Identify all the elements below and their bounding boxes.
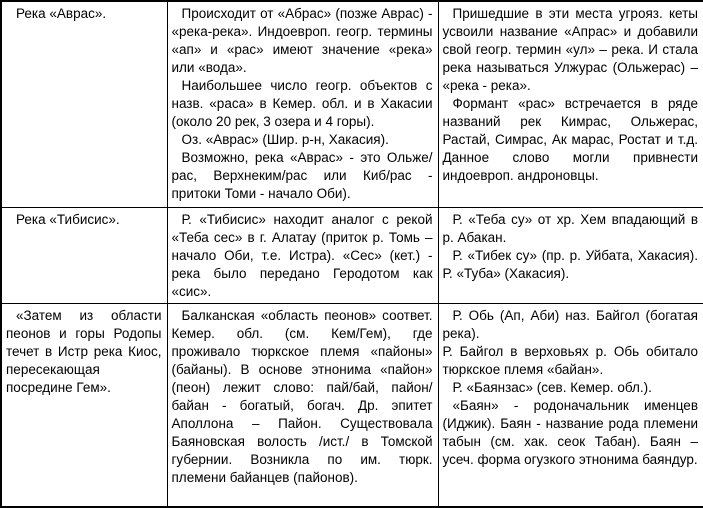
paragraph: Пришедшие в эти места угрояз. кеты усвоили название «Апрас» и добавили свой геогр. термин «ул» – река. И стала река называться Улжурас (Ольжерас) – «река - река».: [442, 6, 698, 93]
paragraph: Р. «Теба су» от хр. Хем впадающий в р. Абакан.: [442, 211, 698, 245]
table-cell-r0-c1: [167, 1, 438, 207]
paragraph: Р. «Тибек су» (пр. р. Уйбата, Хакасия). Р. «Туба» (Хакасия).: [442, 247, 698, 281]
paragraph: Р. Обь (Ап, Аби) наз. Байгол (богатая река).: [442, 307, 698, 341]
table-cell-r2-c1: [167, 303, 438, 507]
table-cell-r2-c0: [1, 303, 167, 507]
paragraph: «Баян» - родоначальник именцев (Иджик). Баян - название рода племени табын (см. хак. сеок Табан). Баян – усеч. форма огузкого этнонима баяндур.: [442, 397, 698, 467]
paragraph: Балканская «область пеонов» соответ. Кемер. обл. (см. Кем/Гем), где проживало тюркское племя «пайоны» (байаны). В основе этнонима «пайон» (пеон) лежит слово: пай/бай, пайон/байан - богатый, богач. Др. эпитет Аполлона – Пайон. Существовала Баяновская волость /ист./ в Томской губернии. Возникла по им. тюрк. племени байанцев (пайонов).: [171, 307, 433, 485]
paragraph: Формант «рас» встречается в ряде названий рек Кимрас, Ольжерас, Растай, Симрас, Ак марас, Ростат и т.д. Данное слово могли привнести индоевроп. андроновцы.: [442, 96, 698, 183]
paragraph: Оз. «Аврас» (Шир. р-н, Хакасия).: [181, 132, 389, 147]
paragraph: «Затем из области пеонов и горы Родопы течет в Истр река Киос, пересекающая посредине Гем».: [6, 307, 162, 395]
paragraph: Река «Тибисис».: [16, 211, 120, 227]
paragraph: Река «Аврас».: [16, 6, 107, 21]
paragraph: Возможно, река «Аврас» - это Ольже/рас, Верхнеким/рас или Киб/рас - притоки Томи - начало Оби).: [171, 150, 433, 201]
paragraph: Наибольшее число геогр. объектов с назв. «раса» в Кемер. обл. и в Хакасии (около 20 рек, 3 озера и 4 горы).: [171, 78, 433, 129]
paragraph: Р. «Баянзас» (сев. Кемер. обл.).: [452, 379, 652, 395]
table-cell-r1-c2: [438, 207, 703, 303]
table-cell-r1-c0: [1, 207, 167, 303]
table-cell-r0-c2: [438, 1, 703, 207]
toponym-table-body: [1, 1, 703, 507]
table-cell-r2-c2: [438, 303, 703, 507]
table-cell-r1-c1: [167, 207, 438, 303]
table-row: [1, 1, 703, 207]
table-row: [1, 207, 703, 303]
paragraph: Происходит от «Абрас» (позже Аврас) - «река-река». Индоевроп. геогр. термины «ап» и «рас» имеют значение «река» или «вода».: [171, 6, 433, 75]
table-row: [1, 303, 703, 507]
paragraph: Р. Байгол в верховьях р. Обь обитало тюркское племя «байан».: [442, 343, 698, 377]
table-cell-r0-c0: [1, 1, 167, 207]
paragraph: Р. «Тибисис» находит аналог с рекой «Теба сес» в г. Алатау (приток р. Томь – начало Оби, т.е. Истра). «Сес» (кет.) - река было передано Геродотом как «сис».: [171, 211, 433, 299]
